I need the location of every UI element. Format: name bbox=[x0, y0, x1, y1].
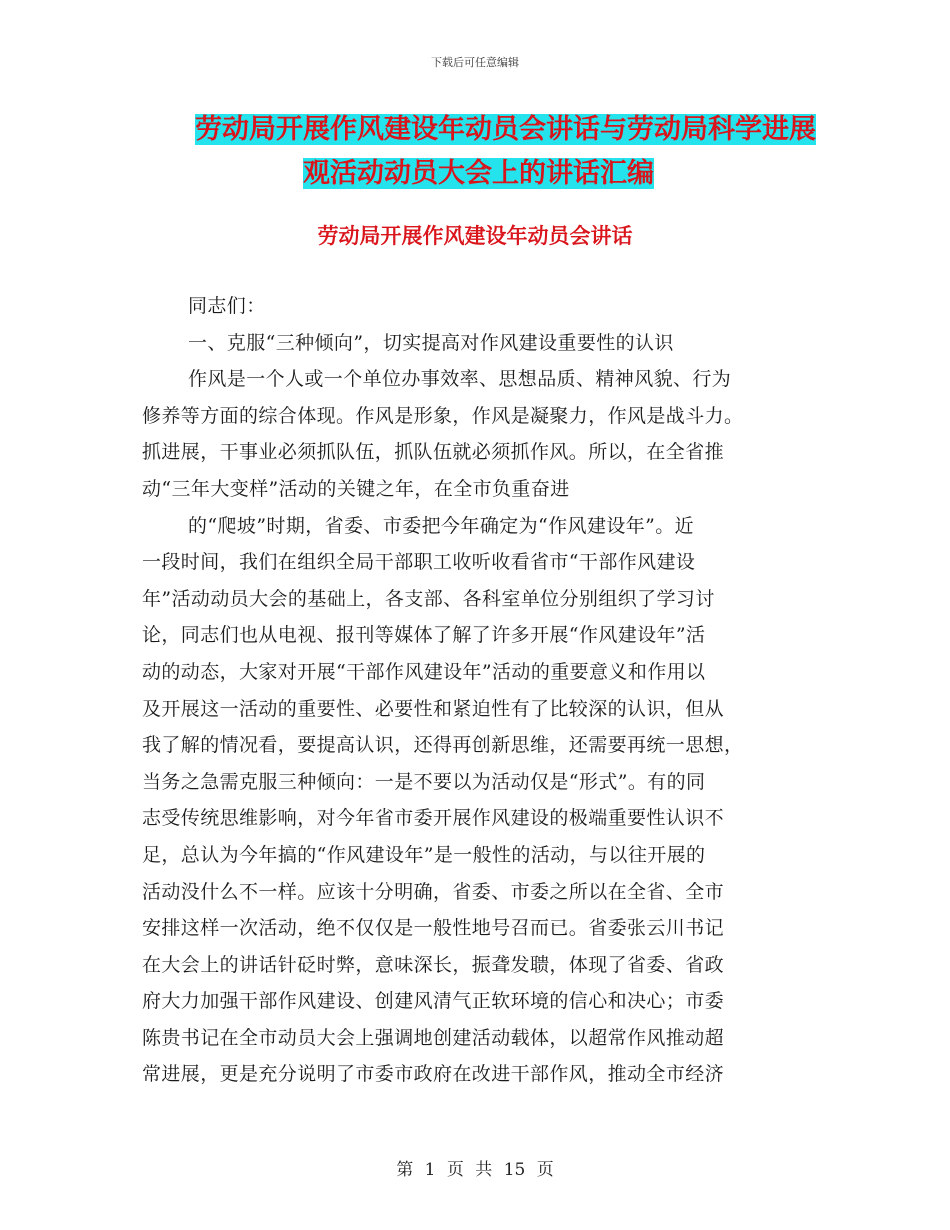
paragraph-line: 抓进展，干事业必须抓队伍，抓队伍就必须抓作风。所以，在全省推 bbox=[142, 441, 725, 464]
paragraph-line: 动的动态，大家对开展“干部作风建设年”活动的重要意义和作用以 bbox=[142, 660, 706, 683]
paragraph-line: 府大力加强干部作风建设、创建风清气正软环境的信心和决心；市委 bbox=[142, 990, 725, 1013]
paragraph-line: 常进展，更是充分说明了市委市政府在改进干部作风，推动全市经济 bbox=[142, 1063, 725, 1086]
section-title: 劳动局开展作风建设年动员会讲话 bbox=[317, 224, 633, 248]
paragraph-line: 在大会上的讲话针砭时弊，意味深长，振聋发聩，体现了省委、省政 bbox=[142, 953, 725, 976]
paragraph-line: 陈贵书记在全市动员大会上强调地创建活动载体，以超常作风推动超 bbox=[142, 1026, 725, 1049]
paragraph-line: 志受传统思维影响，对今年省市委开展作风建设的极端重要性认识不 bbox=[142, 807, 725, 830]
paragraph-line: 作风是一个人或一个单位办事效率、思想品质、精神风貌、行为 bbox=[188, 368, 732, 391]
main-title bbox=[140, 108, 820, 196]
main-title-line-1: 劳动局开展作风建设年动员会讲话与劳动局科学进展 bbox=[195, 114, 816, 145]
paragraph-line: 当务之急需克服三种倾向：一是不要以为活动仅是“形式”。有的同 bbox=[142, 770, 706, 793]
main-title-line-2: 观活动动员大会上的讲话汇编 bbox=[303, 158, 654, 189]
paragraph-line: 活动没什么不一样。应该十分明确，省委、市委之所以在全省、全市 bbox=[142, 880, 725, 903]
paragraph-line: 一段时间，我们在组织全局干部职工收听收看省市“干部作风建设 bbox=[142, 551, 696, 574]
paragraph-line: 足，总认为今年搞的“作风建设年”是一般性的活动，与以往开展的 bbox=[142, 843, 706, 866]
paragraph-line: 动“三年大变样”活动的关键之年，在全市负重奋进 bbox=[142, 477, 570, 500]
paragraph-line: 的“爬坡”时期，省委、市委把今年确定为“作风建设年”。近 bbox=[188, 514, 695, 537]
body-text bbox=[142, 288, 810, 1093]
section-heading: 一、克服“三种倾向”，切实提高对作风建设重要性的认识 bbox=[188, 331, 674, 354]
header-note: 下载后可任意编辑 bbox=[431, 56, 519, 69]
paragraph-line: 我了解的情况看，要提高认识，还得再创新思维，还需要再统一思想， bbox=[142, 734, 744, 757]
paragraph-line: 安排这样一次活动，绝不仅仅是一般性地号召而已。省委张云川书记 bbox=[142, 917, 725, 940]
paragraph-line: 年”活动动员大会的基础上，各支部、各科室单位分别组织了学习讨 bbox=[142, 587, 715, 610]
paragraph-line: 论，同志们也从电视、报刊等媒体了解了许多开展“作风建设年”活 bbox=[142, 624, 706, 647]
paragraph-line: 及开展这一活动的重要性、必要性和紧迫性有了比较深的认识，但从 bbox=[142, 697, 725, 720]
greeting: 同志们： bbox=[188, 295, 266, 317]
paragraph-line: 修养等方面的综合体现。作风是形象，作风是凝聚力，作风是战斗力。 bbox=[142, 404, 744, 427]
page-footer: 第 1 页 共 15 页 bbox=[396, 1160, 554, 1180]
